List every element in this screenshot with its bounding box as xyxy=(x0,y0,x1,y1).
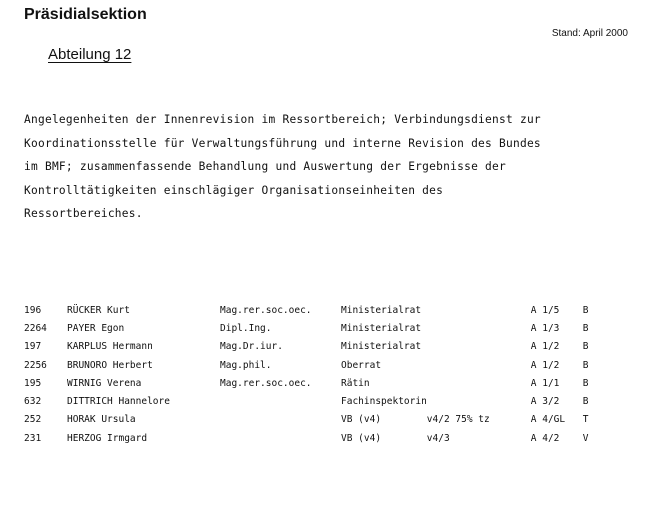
staff-class: V xyxy=(582,432,589,444)
staff-class: B xyxy=(582,341,589,353)
staff-name: PAYER Egon xyxy=(67,322,125,334)
staff-row xyxy=(24,338,603,356)
description-line: im BMF; zusammenfassende Behandlung und Auswertung der Ergebnisse der xyxy=(24,160,506,173)
staff-grade: A 1/1 xyxy=(530,377,560,389)
staff-name: RÜCKER Kurt xyxy=(67,304,130,316)
staff-class: B xyxy=(582,359,589,371)
description-line: Koordinationsstelle für Verwaltungsführung und interne Revision des Bundes xyxy=(24,136,541,150)
staff-title: Fachinspektorin xyxy=(341,396,427,408)
staff-degree: Mag.rer.soc.oec. xyxy=(220,304,312,316)
staff-number: 196 xyxy=(24,304,42,316)
staff-grade: A 1/5 xyxy=(530,304,560,316)
staff-number: 2256 xyxy=(24,359,47,371)
description-line: Kontrolltätigkeiten einschlägiger Organisationseinheiten des xyxy=(24,183,444,197)
staff-name: WIRNIG Verena xyxy=(67,377,142,389)
staff-extra: v4/2 75% tz xyxy=(426,414,490,426)
staff-title: Ministerialrat xyxy=(341,341,422,353)
staff-title: VB (v4) xyxy=(341,414,382,426)
staff-extra: v4/3 xyxy=(426,432,450,444)
staff-name: HORAK Ursula xyxy=(67,414,136,426)
section-title: Präsidialsektion xyxy=(24,6,147,23)
department-description xyxy=(24,108,634,226)
description-line: Ressortbereiches. xyxy=(24,207,143,220)
staff-row xyxy=(24,356,603,374)
staff-name: KARPLUS Hermann xyxy=(67,341,153,353)
staff-class: B xyxy=(582,396,589,408)
staff-title: Rätin xyxy=(341,377,370,389)
staff-degree: Mag.phil. xyxy=(220,359,272,371)
staff-class: B xyxy=(582,322,589,334)
staff-class: B xyxy=(582,304,589,316)
staff-class: T xyxy=(582,414,589,426)
staff-title: VB (v4) xyxy=(341,432,382,444)
staff-degree: Mag.rer.soc.oec. xyxy=(220,377,312,389)
staff-row xyxy=(24,411,603,429)
staff-title: Oberrat xyxy=(341,359,382,371)
staff-degree xyxy=(220,392,341,410)
staff-extra xyxy=(427,356,531,374)
staff-class: B xyxy=(582,377,589,389)
staff-number: 2264 xyxy=(24,322,47,334)
staff-row xyxy=(24,392,603,410)
staff-number: 632 xyxy=(24,396,42,408)
staff-degree xyxy=(220,411,341,429)
staff-row xyxy=(24,319,603,337)
staff-extra xyxy=(427,319,531,337)
staff-title: Ministerialrat xyxy=(341,304,422,316)
staff-grade: A 4/2 xyxy=(530,432,560,444)
staff-table xyxy=(24,301,603,447)
staff-extra xyxy=(427,338,531,356)
staff-row xyxy=(24,429,603,447)
staff-number: 195 xyxy=(24,377,42,389)
staff-row xyxy=(24,301,603,319)
staff-degree: Dipl.Ing. xyxy=(220,322,272,334)
staff-extra xyxy=(427,301,531,319)
staff-grade: A 1/2 xyxy=(530,359,560,371)
staff-degree xyxy=(220,429,341,447)
staff-extra xyxy=(427,392,531,410)
staff-extra xyxy=(427,374,531,392)
staff-grade: A 1/3 xyxy=(530,322,560,334)
description-line: Angelegenheiten der Innenrevision im Ressortbereich; Verbindungsdienst zur xyxy=(24,113,541,126)
staff-number: 231 xyxy=(24,432,42,444)
staff-name: HERZOG Irmgard xyxy=(67,432,148,444)
staff-row xyxy=(24,374,603,392)
staff-name: BRUNORO Herbert xyxy=(67,359,153,371)
staff-grade: A 4/GL xyxy=(530,414,566,426)
department-title: Abteilung 12 xyxy=(48,46,132,63)
staff-grade: A 3/2 xyxy=(530,396,560,408)
staff-name: DITTRICH Hannelore xyxy=(67,396,170,408)
staff-number: 252 xyxy=(24,414,42,426)
stand-date: Stand: April 2000 xyxy=(551,28,628,39)
staff-title: Ministerialrat xyxy=(341,322,422,334)
staff-degree: Mag.Dr.iur. xyxy=(220,341,283,353)
staff-number: 197 xyxy=(24,341,42,353)
staff-grade: A 1/2 xyxy=(530,341,560,353)
